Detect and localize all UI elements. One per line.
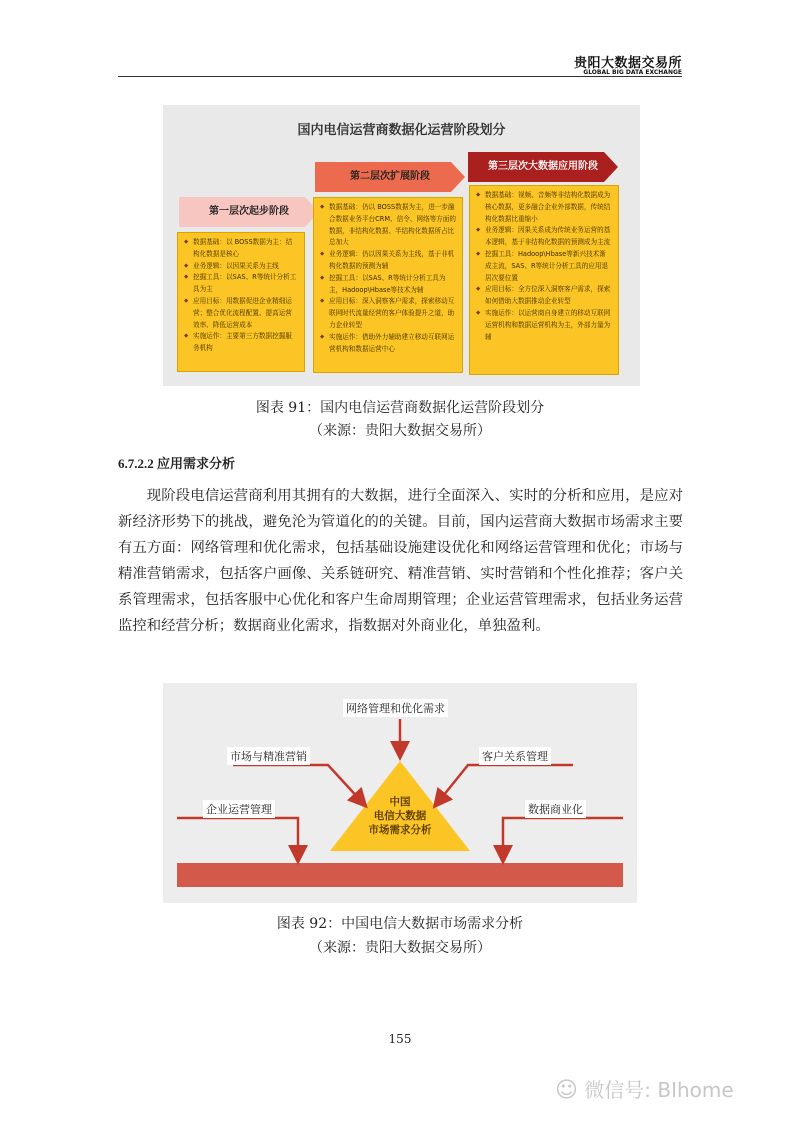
base-bar [177, 863, 623, 887]
stage-1-tag [179, 197, 319, 227]
arrow-lower-left [177, 818, 298, 855]
figure-operation-stages [163, 105, 640, 386]
stage-3-box [469, 185, 619, 375]
header-rule [118, 76, 682, 77]
center-label-line: 电信大数据 [373, 810, 427, 822]
stage-1-box [177, 232, 305, 372]
arrow-upper-left [233, 765, 361, 801]
stage-2-item: ◆ 应用目标：深入洞察客户需求，探索移动互联网时代流量经营的客户体验提升之道，助力企业转型 [329, 296, 456, 331]
figure-source: （来源：贵阳大数据交易所） [309, 423, 491, 439]
stage-1-item: ◆ 应用目标：用数据促进企业精细运营；整合优化流程配置、提高运营效率、降低运营成本 [193, 296, 298, 331]
center-label [350, 795, 450, 837]
stage-1-item: ◆ 挖掘工具：以SAS、R等统计分析工具为主 [193, 272, 298, 296]
stage-3-item: ◆ 应用目标：全方位深入洞察客户需求，探索如何借助大数据推动企业转型 [485, 284, 612, 308]
stage-3-tag [468, 152, 618, 182]
label-crm: 客户关系管理 [479, 747, 551, 765]
stage-2-item: ◆ 业务逻辑：仍以因果关系为主线，基于非机构化数据的预测为辅 [329, 249, 456, 273]
arrow-lower-right [503, 818, 623, 855]
stage-2-box [313, 197, 463, 373]
figure-market-demand [163, 683, 637, 903]
stage-3-label: 第三层次大数据应用阶段 [488, 161, 598, 172]
stage-1-item: ◆ 数据基础：以 BOSS数据为主：结构化数据是核心 [193, 237, 298, 261]
header-title: 贵阳大数据交易所 [573, 56, 682, 71]
stage-3-item: ◆ 挖掘工具：Hadoop\Hbase等新兴技术渐成主流，SAS、R等统计分析工具的应用退居次要位置 [485, 249, 612, 284]
label-data-commercialization: 数据商业化 [525, 800, 586, 818]
center-label-line: 市场需求分析 [368, 824, 432, 836]
stage-3-item: ◆ 实施运作：以运营商自身建立的移动互联网运营机构和数据运营机构为主，外部力量为辅 [485, 308, 612, 343]
stage-1-label: 第一层次起步阶段 [209, 206, 289, 217]
figure-caption: 图表 91：国内电信运营商数据化运营阶段划分 [255, 400, 545, 416]
figure-source: （来源：贵阳大数据交易所） [309, 940, 491, 956]
body-paragraph [118, 483, 683, 639]
figure-caption: 图表 92：中国电信大数据市场需求分析 [276, 916, 524, 932]
figure-title: 国内电信运营商数据化运营阶段划分 [297, 123, 506, 138]
stage-2-item: ◆ 数据基础：仍以 BOSS数据为主，进一步融合数据业务平台CRM、信令、网络等方面的数据，非结构化数据、半结构化数据所占比总加大 [329, 202, 456, 249]
label-marketing: 市场与精准营销 [227, 747, 310, 765]
section-heading: 6.7.2.2 应用需求分析 [118, 456, 236, 471]
wechat-watermark [555, 1074, 734, 1103]
label-network-management: 网络管理和优化需求 [343, 699, 448, 717]
stage-2-item: ◆ 挖掘工具：以SAS、R等统计分析工具为主，Hadoop\Hbase等技术为辅 [329, 273, 456, 297]
stage-1-item: ◆ 业务逻辑：以因果关系为主线 [193, 261, 298, 273]
watermark-text: 微信号: BIhome [584, 1078, 734, 1102]
paragraph-text: 现阶段电信运营商利用其拥有的大数据，进行全面深入、实时的分析和应用，是应对新经济形势下的挑战，避免沦为管道化的的关键。目前，国内运营商大数据市场需求主要有五方面：网络管理和优化需求，包括基础设施建设优化和网络运营管理和优化；市场与精准营销需求，包括客户画像、关系链研究、精准营销、实时营销和个性化推荐；客户关系管理需求，包括客服中心优化和客户生命周期管理；企业运营管理需求，包括业务运营监控和经营分析；数据商业化需求，指数据对外商业化，单独盈利。 [118, 488, 683, 634]
stage-2-tag [315, 162, 465, 192]
header-subtitle: GLOBAL BIG DATA EXCHANGE [583, 69, 682, 76]
stage-2-item: ◆ 实施运作：借助外力辅助建立移动互联网运营机构和数据运营中心 [329, 332, 456, 356]
stage-2-label: 第二层次扩展阶段 [350, 171, 430, 182]
arrow-upper-right [439, 765, 573, 801]
stage-3-item: ◆ 数据基础：视频、音频等非结构化数据成为核心数据，更多融合企业外部数据，传统结构化数据比重缩小 [485, 190, 612, 225]
stage-3-item: ◆ 业务逻辑：因果关系成为传统业务运营的基本逻辑，基于非结构化数据的预测成为主流 [485, 225, 612, 249]
stage-1-item: ◆ 实施运作：主要第三方数据挖掘服务机构 [193, 331, 298, 355]
label-enterprise-ops: 企业运营管理 [203, 800, 275, 818]
wechat-icon: ☺ [555, 1078, 578, 1103]
center-label-line: 中国 [389, 796, 411, 808]
page-number: 155 [388, 1032, 412, 1046]
